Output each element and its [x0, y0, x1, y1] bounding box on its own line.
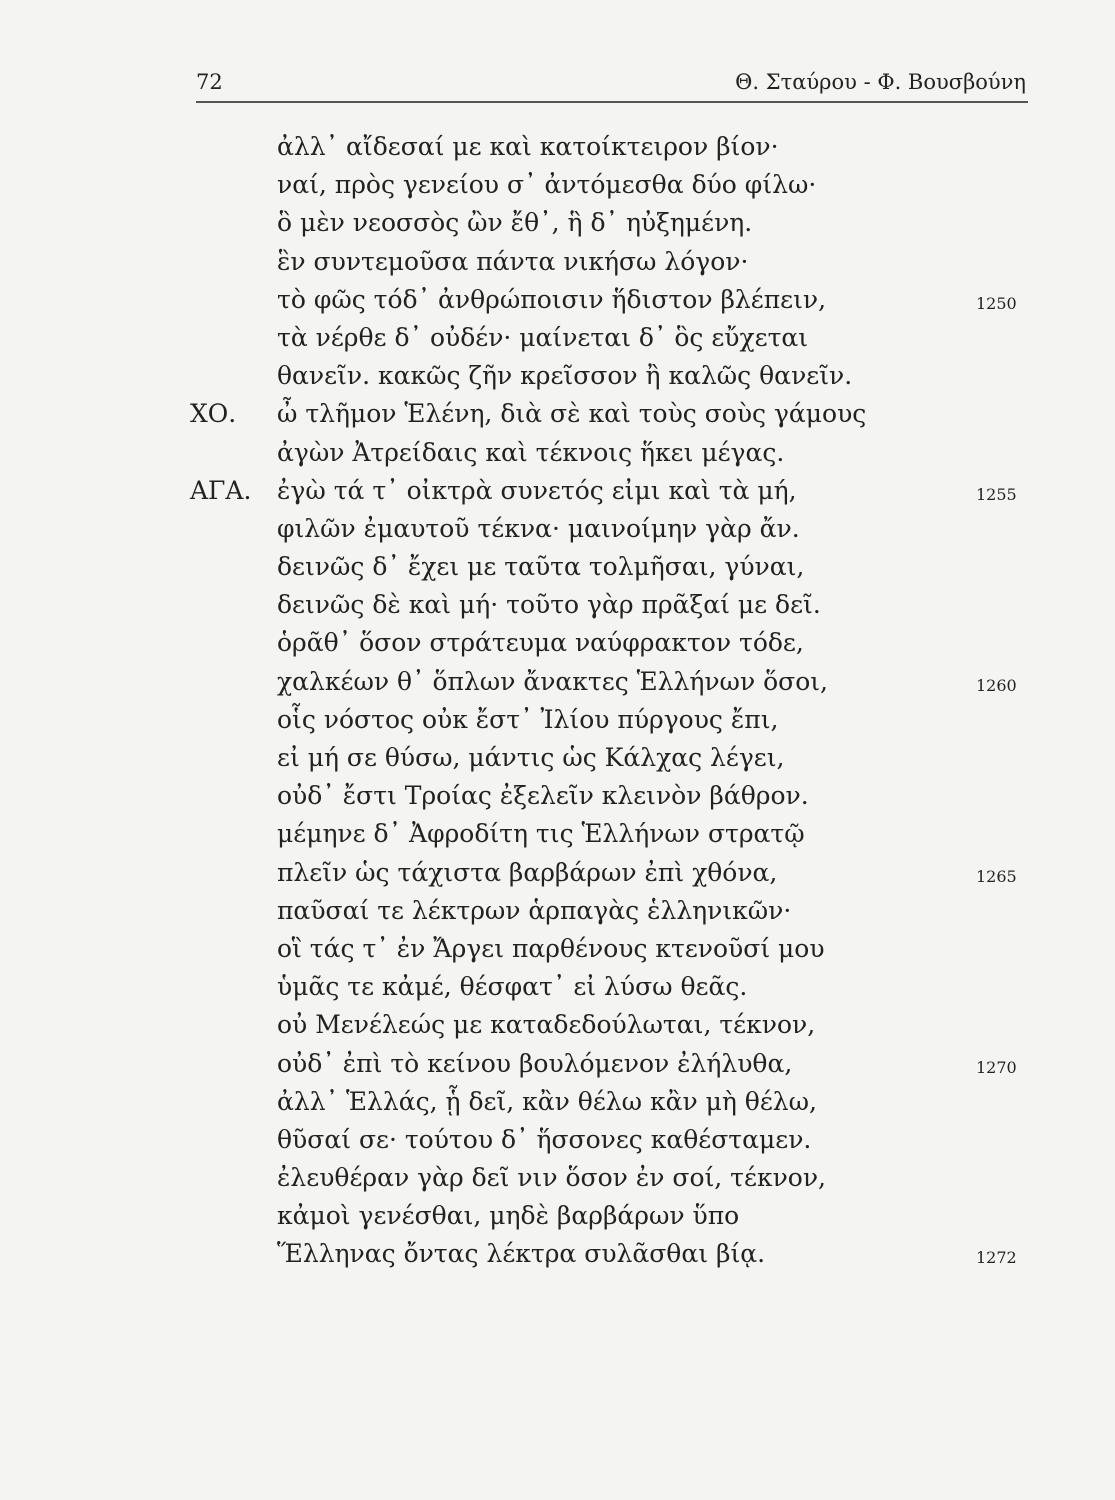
verse-line — [0, 892, 1115, 930]
verse-block — [0, 128, 1115, 1274]
line-number: 1270 — [976, 1057, 1017, 1077]
verse-line — [0, 357, 1115, 395]
line-number: 1250 — [976, 293, 1017, 313]
verse-text: ὁρᾶθ᾽ ὅσον στράτευμα ναύφρακτον τόδε, — [277, 628, 804, 658]
verse-text: θανεῖν. κακῶς ζῆν κρεῖσσον ἢ καλῶς θανεῖν. — [277, 361, 853, 391]
page-number: 72 — [196, 70, 223, 94]
verse-text: δεινῶς δ᾽ ἔχει με ταῦτα τολμῆσαι, γύναι, — [277, 552, 805, 582]
verse-text: κἀμοὶ γενέσθαι, μηδὲ βαρβάρων ὕπο — [277, 1201, 740, 1231]
verse-text: πλεῖν ὡς τάχιστα βαρβάρων ἐπὶ χθόνα, — [277, 857, 778, 887]
verse-line — [0, 777, 1115, 815]
verse-text: χαλκέων θ᾽ ὅπλων ἄνακτες Ἑλλήνων ὅσοι, — [277, 666, 829, 696]
verse-line — [0, 1197, 1115, 1235]
verse-line — [0, 930, 1115, 968]
verse-text: ἀλλ᾽ Ἑλλάς, ᾗ δεῖ, κἂν θέλω κἂν μὴ θέλω, — [277, 1086, 817, 1116]
verse-text: ὦ τλῆμον Ἑλένη, διὰ σὲ καὶ τοὺς σοὺς γάμους — [277, 399, 867, 429]
verse-text: τὸ φῶς τόδ᾽ ἀνθρώποισιν ἥδιστον βλέπειν, — [277, 284, 827, 314]
verse-line — [0, 624, 1115, 662]
verse-text: ἐλευθέραν γὰρ δεῖ νιν ὅσον ἐν σοί, τέκνον, — [277, 1163, 826, 1193]
verse-text: ἐγὼ τά τ᾽ οἰκτρὰ συνετός εἰμι καὶ τὰ μή, — [277, 475, 797, 505]
speaker-label: ΑΓΑ. — [190, 475, 252, 505]
verse-line — [0, 1159, 1115, 1197]
verse-line — [0, 204, 1115, 242]
running-head: Θ. Σταύρου - Φ. Βουσβούνη — [735, 70, 1026, 94]
verse-line — [0, 319, 1115, 357]
verse-text: φιλῶν ἐμαυτοῦ τέκνα· μαινοίμην γὰρ ἄν. — [277, 513, 800, 543]
header-rule — [196, 101, 1028, 103]
verse-line — [0, 395, 1115, 433]
verse-text: ἓν συντεμοῦσα πάντα νικήσω λόγον· — [277, 246, 749, 276]
verse-line — [0, 1006, 1115, 1044]
verse-text: Ἕλληνας ὄντας λέκτρα συλᾶσθαι βίᾳ. — [277, 1239, 766, 1269]
verse-line — [0, 548, 1115, 586]
verse-line — [0, 472, 1115, 510]
line-number: 1272 — [976, 1248, 1017, 1268]
verse-line — [0, 510, 1115, 548]
verse-text: ναί, πρὸς γενείου σ᾽ ἀντόμεσθα δύο φίλω· — [277, 170, 817, 200]
verse-line — [0, 586, 1115, 624]
verse-line — [0, 1083, 1115, 1121]
verse-line — [0, 854, 1115, 892]
verse-text: οὐδ᾽ ἐπὶ τὸ κείνου βουλόμενον ἐλήλυθα, — [277, 1048, 793, 1078]
verse-text: ὃ μὲν νεοσσὸς ὢν ἔθ᾽, ἣ δ᾽ ηὐξημένη. — [277, 208, 753, 238]
verse-text: παῦσαί τε λέκτρων ἁρπαγὰς ἑλληνικῶν· — [277, 895, 792, 925]
verse-line — [0, 166, 1115, 204]
verse-line — [0, 1045, 1115, 1083]
verse-text: μέμηνε δ᾽ Ἀφροδίτη τις Ἑλλήνων στρατῷ — [277, 819, 805, 849]
verse-text: εἰ μή σε θύσω, μάντις ὡς Κάλχας λέγει, — [277, 743, 785, 772]
verse-text: δεινῶς δὲ καὶ μή· τοῦτο γὰρ πρᾶξαί με δεῖ. — [277, 590, 821, 620]
line-number: 1260 — [976, 675, 1017, 695]
verse-line — [0, 1121, 1115, 1159]
verse-text: οἷς νόστος οὐκ ἔστ᾽ Ἰλίου πύργους ἔπι, — [277, 704, 779, 734]
verse-line — [0, 739, 1115, 777]
line-number: 1255 — [976, 484, 1017, 504]
verse-text: οἳ τάς τ᾽ ἐν Ἄργει παρθένους κτενοῦσί μου — [277, 933, 825, 963]
verse-line — [0, 243, 1115, 281]
verse-line — [0, 968, 1115, 1006]
verse-line — [0, 815, 1115, 853]
verse-text: ὑμᾶς τε κἀμέ, θέσφατ᾽ εἰ λύσω θεᾶς. — [277, 972, 748, 1002]
verse-line — [0, 434, 1115, 472]
page-header — [196, 70, 1026, 100]
verse-text: τὰ νέρθε δ᾽ οὐδέν· μαίνεται δ᾽ ὃς εὔχεται — [277, 322, 809, 352]
verse-line — [0, 663, 1115, 701]
verse-line — [0, 1235, 1115, 1273]
verse-text: οὐδ᾽ ἔστι Τροίας ἐξελεῖν κλεινὸν βάθρον. — [277, 781, 809, 811]
speaker-label: ΧΟ. — [190, 399, 237, 429]
verse-line — [0, 701, 1115, 739]
verse-line — [0, 128, 1115, 166]
verse-text: οὐ Μενέλεώς με καταδεδούλωται, τέκνον, — [277, 1010, 816, 1040]
verse-text: ἀλλ᾽ αἴδεσαί με καὶ κατοίκτειρον βίον· — [277, 132, 779, 161]
verse-text: θῦσαί σε· τούτου δ᾽ ἥσσονες καθέσταμεν. — [277, 1124, 812, 1154]
line-number: 1265 — [976, 866, 1017, 886]
verse-text: ἀγὼν Ἀτρείδαις καὶ τέκνοις ἥκει μέγας. — [277, 437, 785, 467]
verse-line — [0, 281, 1115, 319]
